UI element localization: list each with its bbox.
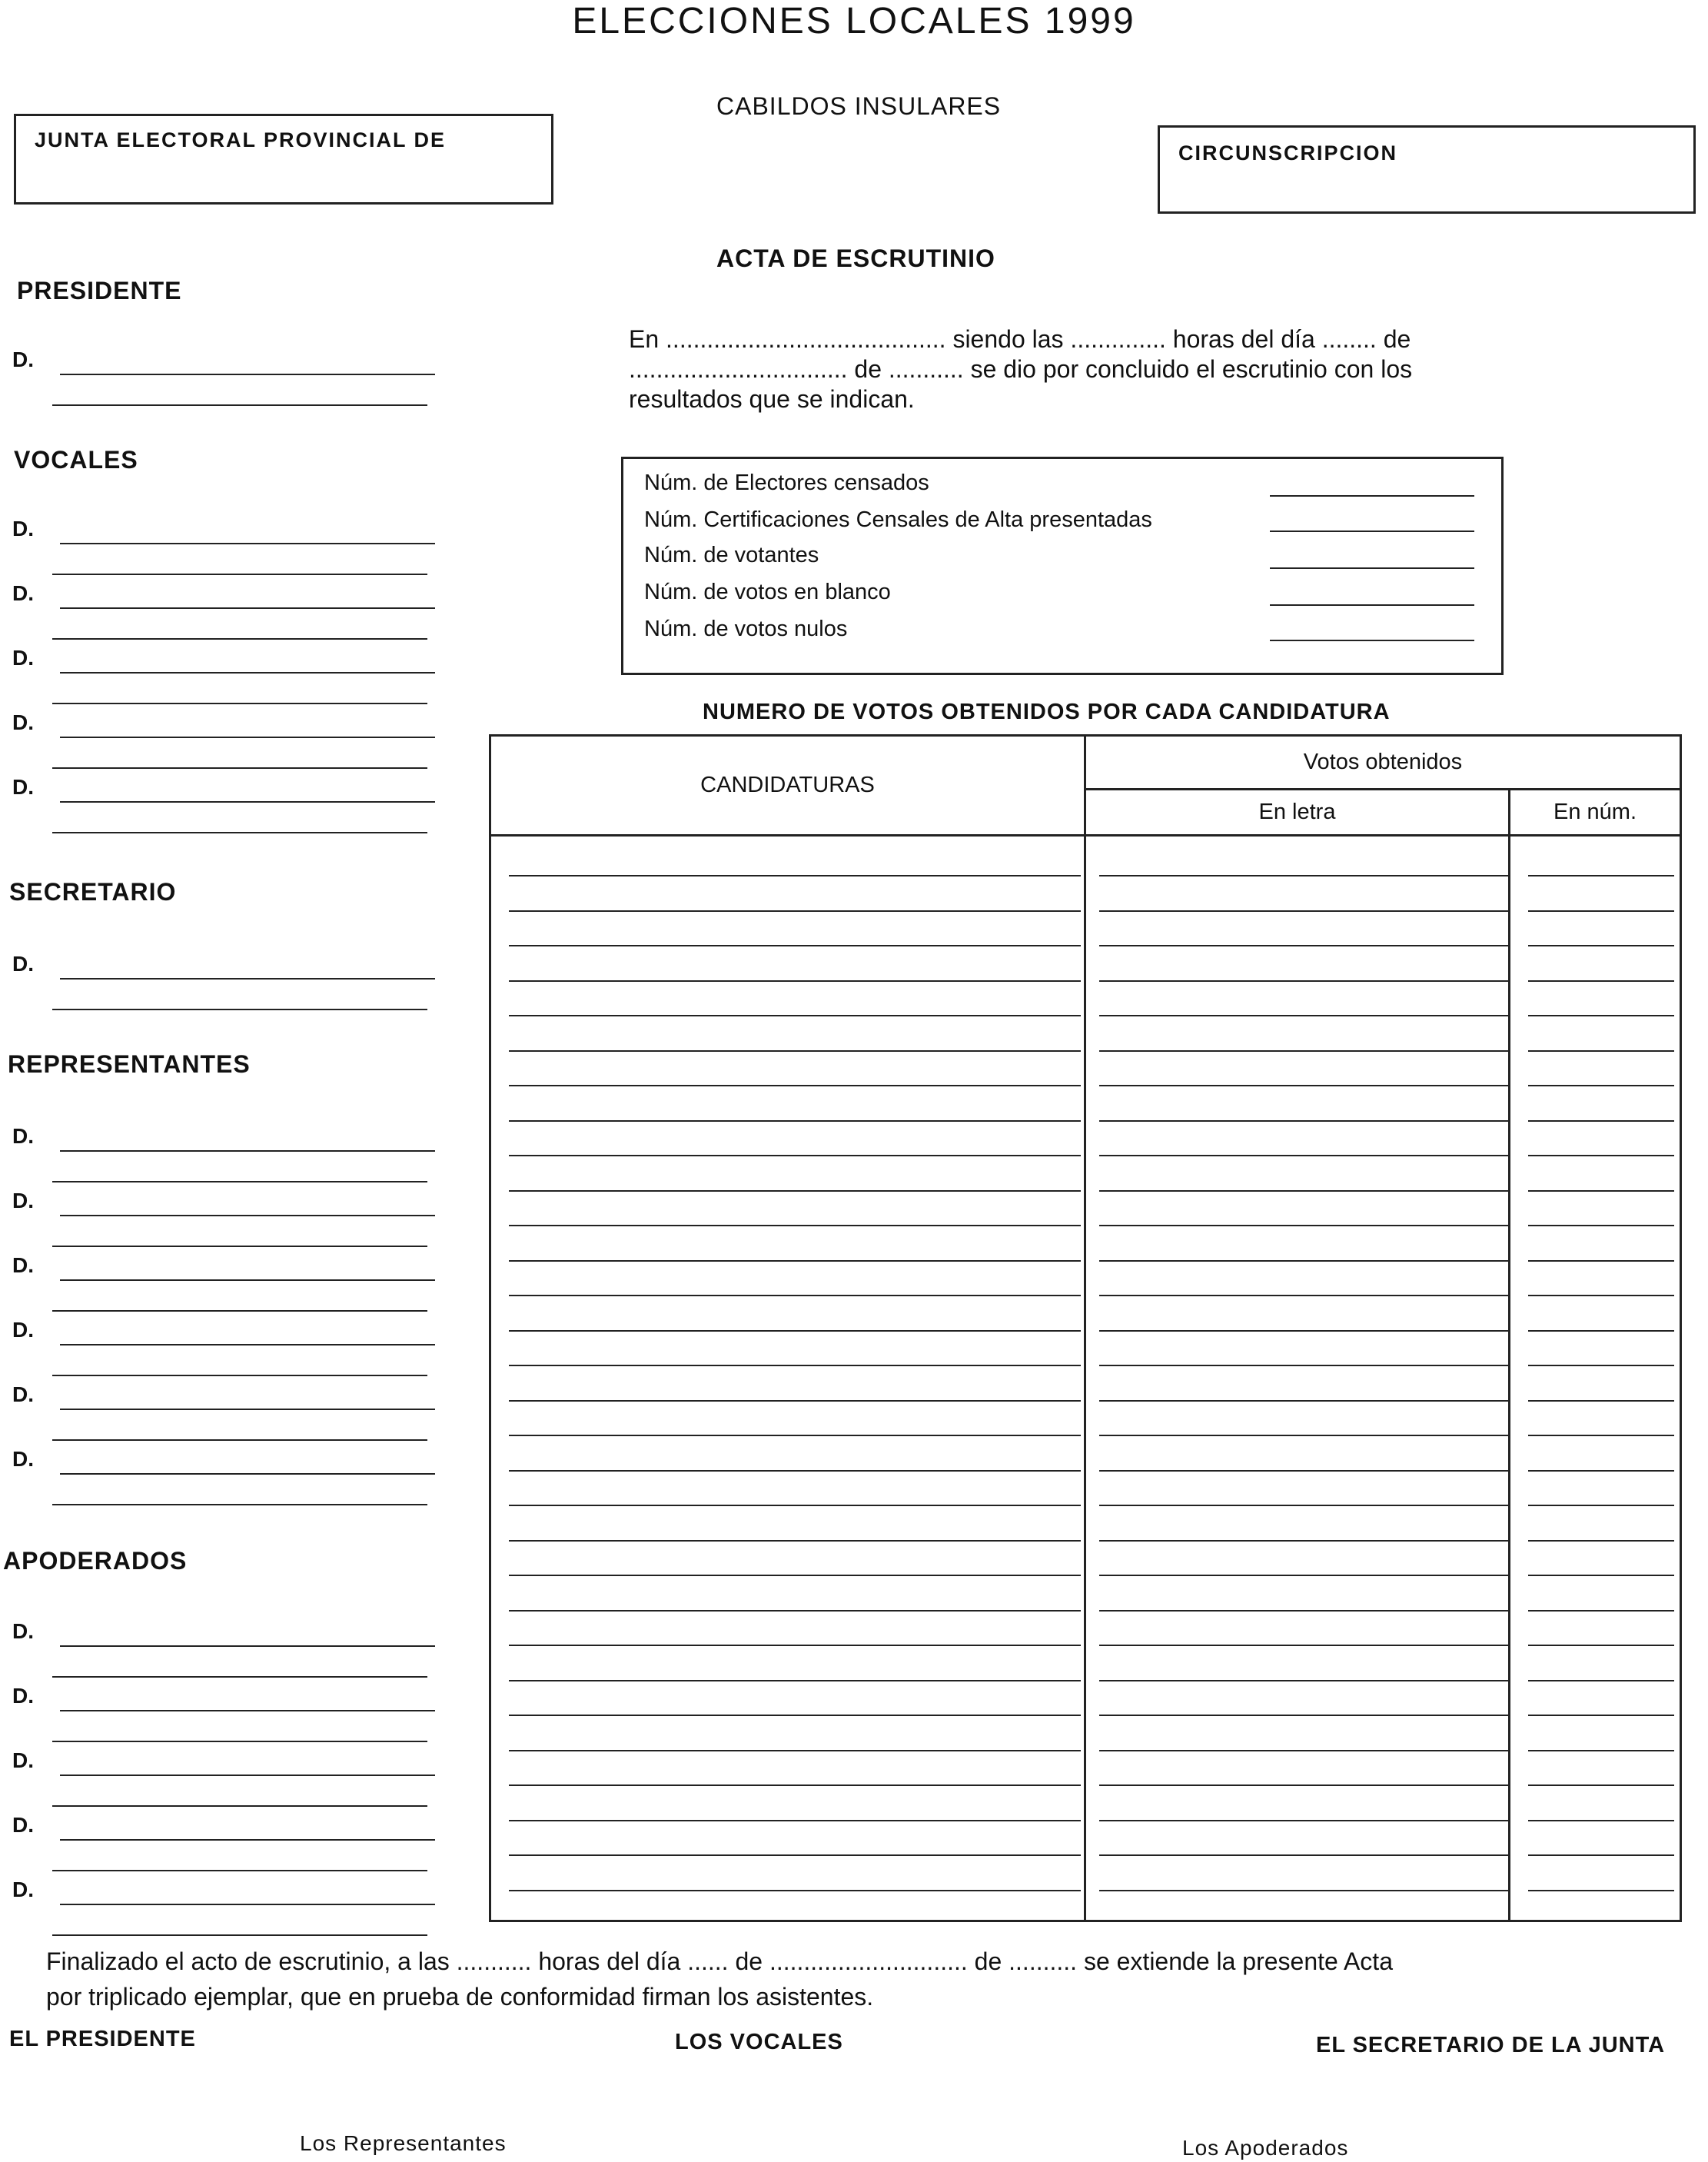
num-line[interactable] [1528, 1085, 1674, 1086]
representante-d-label: D. [12, 1124, 34, 1148]
representante-d-label: D. [12, 1189, 34, 1212]
candidatura-line[interactable] [509, 1645, 1081, 1646]
num-line[interactable] [1528, 1750, 1674, 1751]
num-line[interactable] [1528, 1854, 1674, 1856]
letra-line[interactable] [1099, 1575, 1508, 1576]
apoderado-d-label: D. [12, 1684, 34, 1708]
circunscripcion-box[interactable] [1158, 125, 1696, 214]
sig-representantes: Los Representantes [300, 2131, 507, 2155]
candidatura-line[interactable] [509, 1784, 1081, 1786]
candidatura-line[interactable] [509, 1155, 1081, 1156]
letra-column[interactable] [1085, 836, 1510, 1921]
section-apoderados: APODERADOS [3, 1547, 188, 1575]
presidente-signature-line[interactable] [52, 404, 427, 406]
intro-paragraph [629, 324, 1690, 414]
apoderado-signature-line[interactable] [60, 1645, 435, 1647]
num-line[interactable] [1528, 1540, 1674, 1542]
apoderado-d-label: D. [12, 1748, 34, 1772]
letra-line[interactable] [1099, 1750, 1508, 1751]
candidatura-line[interactable] [509, 1505, 1081, 1506]
junta-box[interactable] [14, 114, 553, 205]
num-line[interactable] [1528, 1715, 1674, 1716]
vocal-signature-line[interactable] [60, 801, 435, 803]
acta-title: ACTA DE ESCRUTINIO [716, 244, 995, 272]
num-line[interactable] [1528, 1890, 1674, 1891]
candidaturas-table [489, 734, 1682, 1922]
apoderado-d-label: D. [12, 1813, 34, 1837]
footer-line-2: por triplicado ejemplar, que en prueba de conformidad firman los asistentes. [46, 1983, 874, 2011]
vocal-d-label: D. [12, 646, 34, 670]
vocal-signature-line[interactable] [52, 832, 427, 833]
representante-signature-line[interactable] [60, 1344, 435, 1345]
representante-signature-line[interactable] [60, 1215, 435, 1216]
num-line[interactable] [1528, 1015, 1674, 1016]
vocal-d-label: D. [12, 710, 34, 734]
letra-line[interactable] [1099, 1260, 1508, 1262]
num-line[interactable] [1528, 1470, 1674, 1472]
candidatura-line[interactable] [509, 1715, 1081, 1716]
candidatura-line[interactable] [509, 1435, 1081, 1436]
section-secretario: SECRETARIO [9, 878, 177, 906]
representante-signature-line[interactable] [52, 1439, 427, 1441]
num-line[interactable] [1528, 1680, 1674, 1681]
letra-line[interactable] [1099, 1400, 1508, 1402]
footer-line-1: Finalizado el acto de escrutinio, a las ........... horas del día ...... de ............................. de .......... se extiende la presente Acta [46, 1947, 1393, 1975]
num-line[interactable] [1528, 1400, 1674, 1402]
secretario-signature-line[interactable] [52, 1009, 427, 1010]
letra-line[interactable] [1099, 1784, 1508, 1786]
candidatura-line[interactable] [509, 1015, 1081, 1016]
num-line[interactable] [1528, 1260, 1674, 1262]
num-line[interactable] [1528, 1190, 1674, 1192]
letra-line[interactable] [1099, 980, 1508, 982]
stat-certificaciones-field[interactable] [1270, 531, 1474, 532]
col-num-header: En núm. [1510, 790, 1681, 836]
representante-d-label: D. [12, 1382, 34, 1406]
candidatura-line[interactable] [509, 1854, 1081, 1856]
apoderado-signature-line[interactable] [60, 1839, 435, 1841]
presidente-signature-line[interactable] [60, 374, 435, 375]
letra-line[interactable] [1099, 1295, 1508, 1296]
intro-line-2: ................................ de ........... se dio por concluido el escrutinio con los [629, 355, 1413, 383]
candidatura-line[interactable] [509, 1295, 1081, 1296]
candidaturas-column[interactable] [490, 836, 1085, 1921]
letra-line[interactable] [1099, 1715, 1508, 1716]
footer-paragraph [46, 1944, 1683, 2014]
num-line[interactable] [1528, 1820, 1674, 1821]
sig-vocales: LOS VOCALES [675, 2030, 843, 2054]
representante-d-label: D. [12, 1318, 34, 1342]
num-line[interactable] [1528, 1575, 1674, 1576]
letra-line[interactable] [1099, 910, 1508, 912]
section-vocales: VOCALES [14, 446, 138, 474]
letra-line[interactable] [1099, 1155, 1508, 1156]
letra-line[interactable] [1099, 875, 1508, 876]
vocal-d-label: D. [12, 581, 34, 605]
representante-signature-line[interactable] [60, 1279, 435, 1281]
candidatura-line[interactable] [509, 1575, 1081, 1576]
vocal-d-label: D. [12, 775, 34, 799]
col-votos-header: Votos obtenidos [1085, 736, 1681, 790]
letra-line[interactable] [1099, 1854, 1508, 1856]
num-line[interactable] [1528, 910, 1674, 912]
apoderado-signature-line[interactable] [52, 1676, 427, 1678]
candidatura-line[interactable] [509, 1750, 1081, 1751]
letra-line[interactable] [1099, 945, 1508, 946]
candidatura-line[interactable] [509, 875, 1081, 876]
candidatura-line[interactable] [509, 1890, 1081, 1891]
sig-apoderados: Los Apoderados [1182, 2136, 1349, 2160]
letra-line[interactable] [1099, 1505, 1508, 1506]
letra-line[interactable] [1099, 1050, 1508, 1052]
stat-blanco-field[interactable] [1270, 604, 1474, 606]
candidatura-line[interactable] [509, 1680, 1081, 1681]
vocal-signature-line[interactable] [52, 767, 427, 769]
letra-line[interactable] [1099, 1015, 1508, 1016]
letra-line[interactable] [1099, 1820, 1508, 1821]
vocal-signature-line[interactable] [60, 543, 435, 544]
subtitle: CABILDOS INSULARES [716, 92, 1002, 120]
apoderado-signature-line[interactable] [52, 1870, 427, 1871]
apoderado-signature-line[interactable] [60, 1775, 435, 1776]
letra-line[interactable] [1099, 1365, 1508, 1366]
candidatura-line[interactable] [509, 1190, 1081, 1192]
candidatura-line[interactable] [509, 1085, 1081, 1086]
vocal-signature-line[interactable] [52, 574, 427, 575]
candidatura-line[interactable] [509, 1330, 1081, 1332]
num-line[interactable] [1528, 945, 1674, 946]
letra-line[interactable] [1099, 1435, 1508, 1436]
vocal-signature-line[interactable] [60, 737, 435, 738]
num-line[interactable] [1528, 1505, 1674, 1506]
candidatura-line[interactable] [509, 1820, 1081, 1821]
num-line[interactable] [1528, 1784, 1674, 1786]
representante-d-label: D. [12, 1253, 34, 1277]
stat-blanco-label: Núm. de votos en blanco [644, 580, 891, 604]
secretario-d-label: D. [12, 952, 34, 976]
letra-line[interactable] [1099, 1610, 1508, 1612]
candidatura-line[interactable] [509, 1050, 1081, 1052]
vocal-d-label: D. [12, 517, 34, 540]
letra-line[interactable] [1099, 1645, 1508, 1646]
section-representantes: REPRESENTANTES [8, 1050, 251, 1078]
representante-signature-line[interactable] [52, 1504, 427, 1505]
num-line[interactable] [1528, 1330, 1674, 1332]
apoderado-d-label: D. [12, 1619, 34, 1643]
stat-nulos-label: Núm. de votos nulos [644, 617, 848, 641]
sig-secretario: EL SECRETARIO DE LA JUNTA [1316, 2033, 1666, 2057]
num-line[interactable] [1528, 1155, 1674, 1156]
vocal-signature-line[interactable] [52, 703, 427, 704]
letra-line[interactable] [1099, 1890, 1508, 1891]
letra-line[interactable] [1099, 1190, 1508, 1192]
vocal-signature-line[interactable] [60, 607, 435, 609]
num-line[interactable] [1528, 1645, 1674, 1646]
intro-line-1: En ......................................... siendo las .............. horas del día ........ de [629, 325, 1411, 353]
candidatura-line[interactable] [509, 1540, 1081, 1542]
sig-presidente: EL PRESIDENTE [9, 2027, 196, 2051]
letra-line[interactable] [1099, 1085, 1508, 1086]
candidatura-line[interactable] [509, 1225, 1081, 1226]
candidatura-line[interactable] [509, 945, 1081, 946]
col-candidaturas-header: CANDIDATURAS [490, 736, 1085, 836]
representante-signature-line[interactable] [52, 1310, 427, 1312]
apoderado-signature-line[interactable] [52, 1741, 427, 1742]
candidatura-line[interactable] [509, 1260, 1081, 1262]
stat-nulos-field[interactable] [1270, 640, 1474, 641]
page-title: ELECCIONES LOCALES 1999 [572, 1, 1136, 42]
apoderado-signature-line[interactable] [60, 1710, 435, 1711]
stat-certificaciones-label: Núm. Certificaciones Censales de Alta presentadas [644, 507, 1152, 532]
num-line[interactable] [1528, 875, 1674, 876]
candidatura-line[interactable] [509, 1470, 1081, 1472]
candidatura-line[interactable] [509, 1400, 1081, 1402]
letra-line[interactable] [1099, 1540, 1508, 1542]
num-line[interactable] [1528, 980, 1674, 982]
candidatura-line[interactable] [509, 1365, 1081, 1366]
representante-signature-line[interactable] [60, 1409, 435, 1410]
intro-line-3: resultados que se indican. [629, 385, 915, 413]
num-line[interactable] [1528, 1120, 1674, 1122]
vocal-signature-line[interactable] [52, 638, 427, 640]
stat-votantes-field[interactable] [1270, 567, 1474, 569]
num-line[interactable] [1528, 1435, 1674, 1436]
vocal-signature-line[interactable] [60, 672, 435, 674]
apoderado-d-label: D. [12, 1878, 34, 1901]
stat-electores-field[interactable] [1270, 495, 1474, 497]
stat-votantes-label: Núm. de votantes [644, 543, 819, 567]
num-line[interactable] [1528, 1365, 1674, 1366]
apoderado-signature-line[interactable] [60, 1904, 435, 1905]
candidatura-line[interactable] [509, 1610, 1081, 1612]
table-heading: NUMERO DE VOTOS OBTENIDOS POR CADA CANDIDATURA [703, 700, 1391, 724]
num-column[interactable] [1510, 836, 1681, 1921]
stat-electores-label: Núm. de Electores censados [644, 471, 929, 495]
candidatura-line[interactable] [509, 910, 1081, 912]
representante-signature-line[interactable] [60, 1150, 435, 1152]
letra-line[interactable] [1099, 1120, 1508, 1122]
apoderado-signature-line[interactable] [52, 1934, 427, 1936]
representante-d-label: D. [12, 1447, 34, 1471]
letra-line[interactable] [1099, 1680, 1508, 1681]
letra-line[interactable] [1099, 1330, 1508, 1332]
apoderado-signature-line[interactable] [52, 1805, 427, 1807]
representante-signature-line[interactable] [52, 1181, 427, 1182]
num-line[interactable] [1528, 1225, 1674, 1226]
col-letra-header: En letra [1085, 790, 1510, 836]
representante-signature-line[interactable] [52, 1375, 427, 1376]
section-presidente: PRESIDENTE [17, 277, 182, 304]
representante-signature-line[interactable] [60, 1473, 435, 1475]
num-line[interactable] [1528, 1295, 1674, 1296]
representante-signature-line[interactable] [52, 1246, 427, 1247]
candidatura-line[interactable] [509, 1120, 1081, 1122]
num-line[interactable] [1528, 1050, 1674, 1052]
secretario-signature-line[interactable] [60, 978, 435, 980]
letra-line[interactable] [1099, 1470, 1508, 1472]
num-line[interactable] [1528, 1610, 1674, 1612]
candidatura-line[interactable] [509, 980, 1081, 982]
junta-label: JUNTA ELECTORAL PROVINCIAL DE [35, 128, 447, 151]
presidente-d-label: D. [12, 348, 34, 371]
letra-line[interactable] [1099, 1225, 1508, 1226]
circunscripcion-label: CIRCUNSCRIPCION [1178, 141, 1398, 165]
